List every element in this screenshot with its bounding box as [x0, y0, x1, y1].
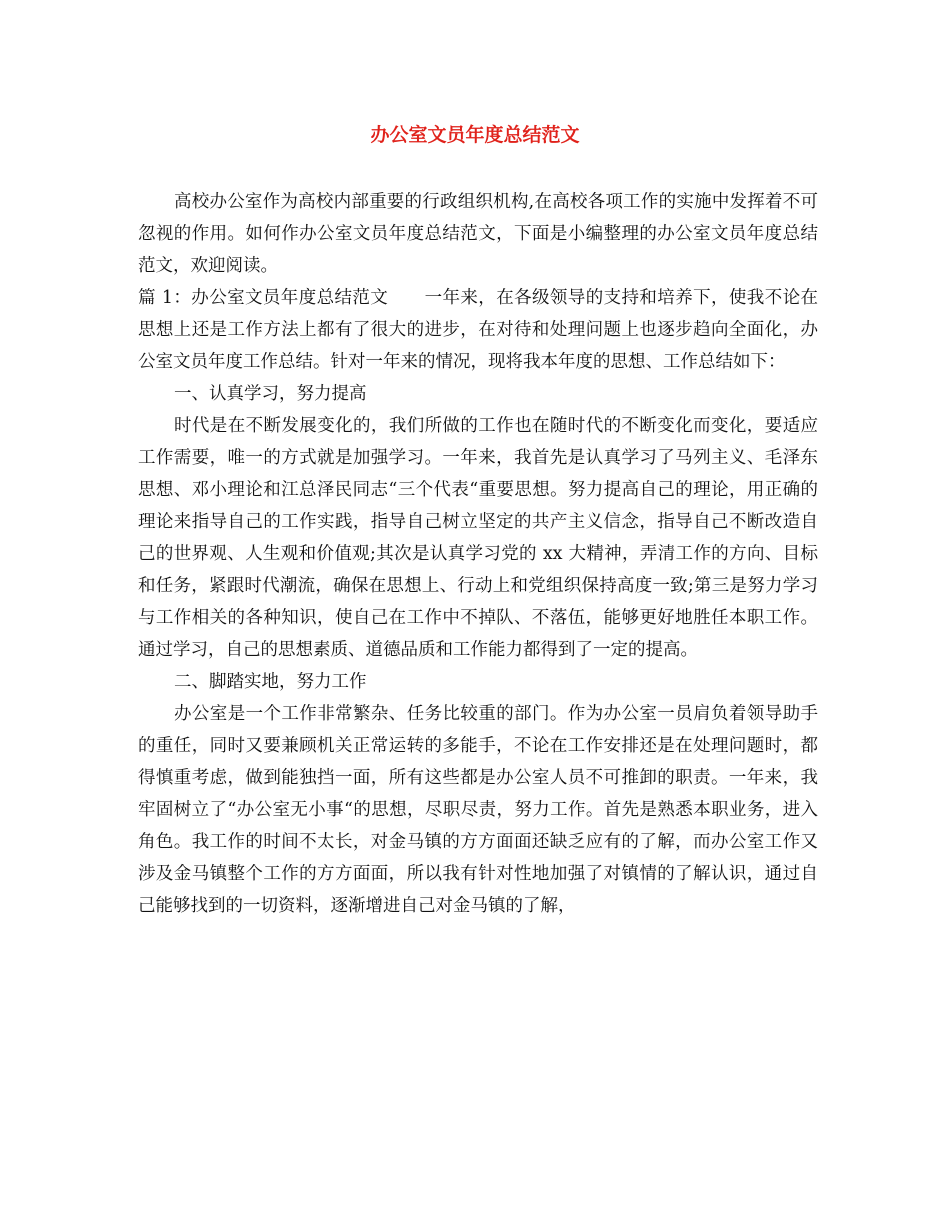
section-heading-2: 二、脚踏实地，努力工作 [174, 672, 367, 692]
document-title: 办公室文员年度总结范文 [370, 124, 580, 146]
piece-paragraph [138, 282, 818, 378]
section-paragraph-1: 时代是在不断发展变化的，我们所做的工作也在随时代的不断变化而变化，要适应工作需要，唯一的方式就是加强学习。一年来，我首先是认真学习了马列主义、毛泽东思想、邓小理论和江总泽民同志“三个代表“重要思想。努力提高自己的理论，用正确的理论来指导自己的工作实践，指导自己树立坚定的共产主义信念，指导自己不断改造自己的世界观、人生观和价值观;其次是认真学习党的 xx 大精神，弄清工作的方向、目标和任务，紧跟时代潮流，确保在思想上、行动上和党组织保持高度一致;第三是努力学习与工作相关的各种知识，使自己在工作中不掉队、不落伍，能够更好地胜任本职工作。通过学习，自己的思想素质、道德品质和工作能力都得到了一定的提高。 [138, 416, 818, 660]
intro-paragraph: 高校办公室作为高校内部重要的行政组织机构,在高校各项工作的实施中发挥着不可忽视的作用。如何作办公室文员年度总结范文，下面是小编整理的办公室文员年度总结范文，欢迎阅读。 [138, 192, 818, 276]
piece-label: 篇 1：办公室文员年度总结范文 [138, 288, 389, 308]
document-body [138, 186, 818, 922]
section-paragraph-2: 办公室是一个工作非常繁杂、任务比较重的部门。作为办公室一员肩负着领导助手的重任，同时又要兼顾机关正常运转的多能手，不论在工作安排还是在处理问题时，都得慎重考虑，做到能独挡一面，所有这些都是办公室人员不可推卸的职责。一年来，我牢固树立了“办公室无小事“的思想，尽职尽责，努力工作。首先是熟悉本职业务，进入角色。我工作的时间不太长，对金马镇的方方面面还缺乏应有的了解，而办公室工作又涉及金马镇整个工作的方方面面，所以我有针对性地加强了对镇情的了解认识，通过自己能够找到的一切资料，逐渐增进自己对金马镇的了解， [138, 704, 818, 916]
section-heading-1: 一、认真学习，努力提高 [174, 384, 367, 404]
piece-text: 一年来，在各级领导的支持和培养下，使我不论在思想上还是工作方法上都有了很大的进步，在对待和处理问题上也逐步趋向全面化，办公室文员年度工作总结。针对一年来的情况，现将我本年度的思想、工作总结如下： [138, 288, 818, 372]
